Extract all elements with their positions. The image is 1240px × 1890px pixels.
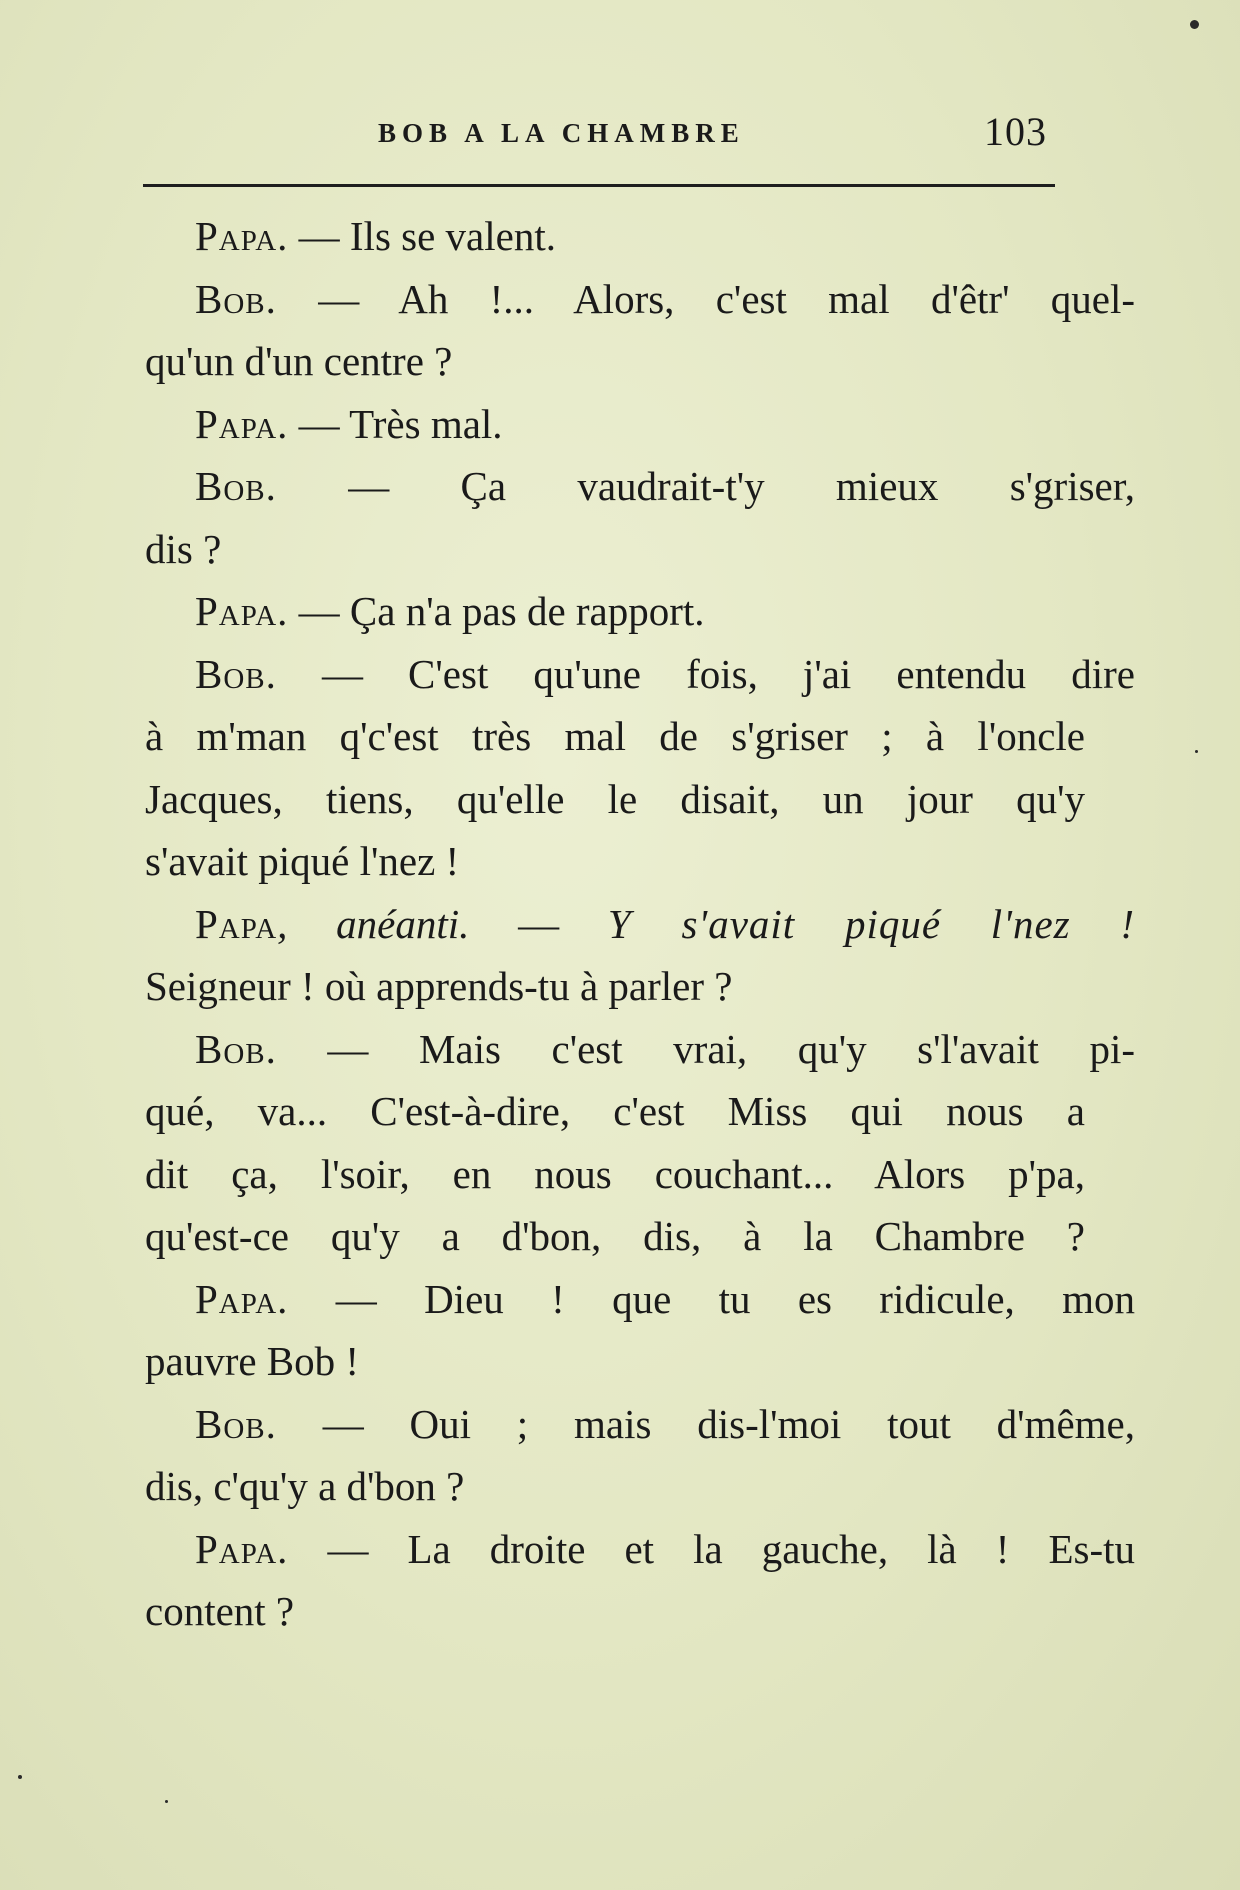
text-line: content ?: [145, 1588, 295, 1634]
running-title: BOB A LA CHAMBRE: [378, 118, 745, 148]
paper-speck: [1190, 20, 1199, 29]
speaker-name: Papa: [195, 900, 278, 947]
text-line: Papa. — Dieu ! que tu es ridicule, mon: [195, 1275, 1135, 1322]
text-line: Bob. — C'est qu'une fois, j'ai entendu dire: [195, 650, 1135, 697]
paper-speck: [1195, 750, 1198, 753]
speaker-name: Papa.: [195, 213, 289, 259]
text-line: Bob. — Ça vaudrait-t'y mieux s'griser,: [195, 463, 1135, 509]
text-line: dis, c'qu'y a d'bon ?: [145, 1463, 465, 1509]
speaker-name: Bob.: [195, 463, 277, 509]
text-line: Bob. — Mais c'est vrai, qu'y s'l'avait pi-: [195, 1025, 1135, 1072]
text-line: Papa. — Très mal.: [195, 400, 503, 447]
text-line: Papa. — La droite et la gauche, là ! Es-tu: [195, 1525, 1135, 1572]
speaker-name: Papa.: [195, 1525, 289, 1572]
paper-speck: [18, 1775, 22, 1779]
speaker-name: Bob.: [195, 650, 277, 697]
italic-speech: Y s'avait piqué l'nez !: [607, 900, 1136, 947]
text-line: Bob. — Oui ; mais dis-l'moi tout d'même,: [195, 1400, 1135, 1447]
text-line: qu'un d'un centre ?: [145, 338, 453, 384]
speaker-name: Bob.: [195, 275, 277, 322]
text-line: dit ça, l'soir, en nous couchant... Alors p'pa,: [145, 1150, 1085, 1197]
speaker-name: Papa.: [195, 588, 289, 634]
text-line: qu'est-ce qu'y a d'bon, dis, à la Chambre ?: [145, 1213, 1085, 1259]
page-header: [143, 109, 1055, 187]
text-line: Jacques, tiens, qu'elle le disait, un jour qu'y: [145, 775, 1085, 822]
speaker-name: Bob.: [195, 1025, 277, 1072]
page-number: 103: [984, 109, 1047, 154]
text-line: à m'man q'c'est très mal de s'griser ; à l'oncle: [145, 713, 1085, 759]
text-line: Papa. — Ils se valent.: [195, 213, 556, 259]
speaker-name: Bob.: [195, 1400, 277, 1447]
text-line: qué, va... C'est-à-dire, c'est Miss qui nous a: [145, 1088, 1085, 1134]
dialogue-text: [145, 205, 1136, 1643]
text-line: dis ?: [145, 525, 222, 572]
stage-direction: , anéanti.: [277, 900, 470, 947]
paper-speck: [165, 1800, 168, 1803]
text-line: Papa, anéanti. — Y s'avait piqué l'nez !: [195, 900, 1136, 947]
text-line: s'avait piqué l'nez !: [145, 838, 460, 884]
speaker-name: Papa.: [195, 400, 289, 447]
text-line: Bob. — Ah !... Alors, c'est mal d'êtr' quel-: [195, 275, 1135, 322]
text-line: Seigneur ! où apprends-tu à parler ?: [145, 963, 733, 1009]
text-line: Papa. — Ça n'a pas de rapport.: [195, 588, 705, 634]
speaker-name: Papa.: [195, 1275, 289, 1322]
text-line: pauvre Bob !: [145, 1338, 360, 1384]
